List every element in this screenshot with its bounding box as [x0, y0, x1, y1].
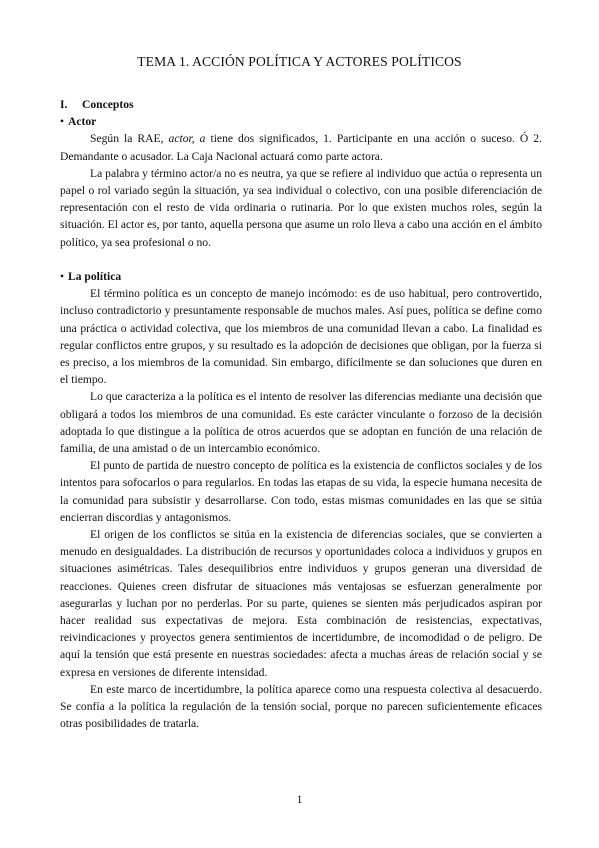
document-body	[60, 96, 542, 732]
spacer	[60, 251, 542, 268]
paragraph-actor-1	[60, 130, 542, 164]
bullet-icon: •	[60, 115, 65, 129]
section-heading	[60, 96, 542, 113]
text-run: tiene dos significados, 1. Participante en una acción o suceso. Ó 2. Demandante o acusador. La Caja Nacional actuará como parte actora.	[60, 132, 543, 163]
paragraph-politica-1: El término política es un concepto de manejo incómodo: es de uso habitual, pero controvertido, incluso contradictorio y presuntamente responsable de muchos males. Así pues, política se define como una práctica o actividad colectiva, que los miembros de una comunidad llevan a cabo. La finalidad es regular conflictos entre grupos, y su resultado es la adopción de decisiones que obligan, por la fuerza si es preciso, a los miembros de la comunidad. Sin embargo, difícilmente se dan soluciones que duren en el tiempo.	[60, 287, 542, 387]
page-number: 1	[296, 792, 303, 806]
paragraph-politica-3: El punto de partida de nuestro concepto de política es la existencia de conflictos sociales y de los intentos para sofocarlos o para regularlos. En todas las etapas de su vida, la especie humana necesita de la comunidad para subsistir y desarrollarse. Con todo, estas mismas comunidades en las que se sitúa encierran discordias y antagonismos.	[60, 459, 542, 524]
italic-term: actor, a	[168, 132, 206, 146]
document-title: TEMA 1. ACCIÓN POLÍTICA Y ACTORES POLÍTICOS	[137, 54, 462, 69]
bullet-icon: •	[60, 269, 65, 283]
paragraph-politica-2: Lo que caracteriza a la política es el intento de resolver las diferencias mediante una decisión que obligará a todos los miembros de una comunidad. Es este carácter vinculante o forzoso de la decisión adoptada lo que distingue a la política de otros acuerdos que se adoptan en función de una relación de familia, de una amistad o de un intercambio económico.	[60, 390, 542, 455]
section-number: I.	[60, 98, 68, 111]
paragraph-actor-2: La palabra y término actor/a no es neutra, ya que se refiere al individuo que actúa o representa un papel o rol variado según la situación, ya sea individual o colectivo, con una posible diferenciación de representación con el resto de vida ordinaria o rutinaria. Por lo que existen muchos roles, según la situación. El actor es, por tanto, aquella persona que asume un rolo lleva a cabo una acción en el ámbito político, ya sea profesional o no.	[60, 166, 542, 249]
paragraph-politica-4: El origen de los conflictos se sitúa en la existencia de diferencias sociales, que se convierten a menudo en desigualdades. La distribución de recursos y oportunidades coloca a individuos y grupos en situaciones asimétricas. Tales desequilibrios entre individuos y grupos generan una diversidad de reacciones. Quienes creen disfrutar de situaciones más ventajosas se esfuerzan generalmente por asegurarlas y luchan por no perderlas. Por su parte, quienes se sienten más perjudicados aspiran por hacer realidad sus expectativas de mejora. Esta combinación de resistencias, expectativas, reivindicaciones y proyectos genera sentimientos de incertidumbre, de incomodidad o de peligro. De aquí la tensión que está presente en nuestras sociedades: afecta a muchas áreas de relación social y se expresa en versiones de diferente intensidad.	[60, 528, 542, 679]
subsection-title-actor: Actor	[68, 115, 97, 129]
text-run: Según la RAE,	[90, 132, 169, 146]
subsection-heading-politica	[60, 268, 542, 285]
section-title: Conceptos	[82, 98, 134, 111]
subsection-heading-actor	[60, 113, 542, 130]
paragraph-politica-5: En este marco de incertidumbre, la política aparece como una respuesta colectiva al desacuerdo. Se confía a la política la regulación de la tensión social, porque no parecen suficientemente eficaces otras posibilidades de tratarla.	[60, 682, 542, 731]
subsection-title-politica: La política	[68, 269, 122, 283]
